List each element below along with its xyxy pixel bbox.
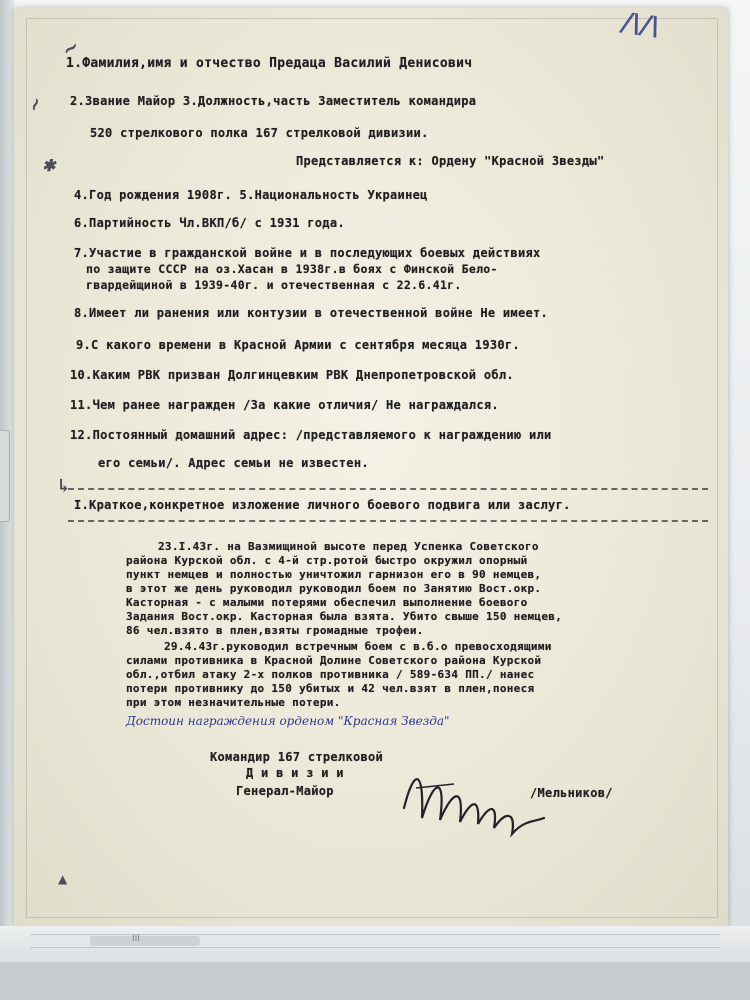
field-address-2: его семьи/. Адрес семьи не известен. bbox=[98, 456, 369, 470]
divider-bottom bbox=[68, 520, 708, 522]
body-line: потери противнику до 150 убитых и 42 чел.взят в плен,понеся bbox=[126, 682, 535, 695]
field-birth-nationality: 4.Год рождения 1908г. 5.Национальность Украинец bbox=[74, 188, 428, 202]
horizontal-scrollbar[interactable] bbox=[30, 934, 720, 948]
field-participation-3: гвардейщиной в 1939-40г. и отечественная с 22.6.41г. bbox=[86, 278, 462, 292]
pencil-mark-arrow: ↳ bbox=[56, 476, 72, 497]
signature-name: /Мельников/ bbox=[530, 786, 613, 800]
body-line: в этот же день руководил руководил боем по Занятию Вост.окр. bbox=[126, 582, 542, 595]
signature-title-1: Командир 167 стрелковой bbox=[210, 750, 384, 764]
body-line: Задания Вост.окр. Касторная была взята. Убито свыше 150 немцев, bbox=[126, 610, 563, 623]
body-line: обл.,отбил атаку 2-х полков противника / 589-634 ПП./ нанес bbox=[126, 668, 535, 681]
pencil-mark-bottom: ▲ bbox=[58, 872, 68, 886]
field-conscription: 10.Каким РВК призван Долгинцевким РВК Днепропетровской обл. bbox=[70, 368, 514, 382]
body-line: 29.4.43г.руководил встречным боем с в.б.о превосходящими bbox=[164, 640, 552, 653]
field-wounds: 8.Имеет ли ранения или контузии в отечественной войне Не имеет. bbox=[74, 306, 549, 320]
scrollbar-thumb[interactable] bbox=[90, 936, 200, 946]
body-line: силами противника в Красной Долине Советского района Курской bbox=[126, 654, 542, 667]
field-address-1: 12.Постоянный домашний адрес: /представляемого к награждению или bbox=[70, 428, 552, 442]
pencil-mark-top-left: ~ bbox=[56, 33, 85, 63]
field-previous-awards: 11.Чем ранее награжден /За какие отличия/ Не награждался. bbox=[70, 398, 499, 412]
body-line: пункт немцев и полностью уничтожил гарнизон его в 90 немцев, bbox=[126, 568, 542, 581]
signature-title-3: Генерал-Майор bbox=[236, 784, 334, 798]
divider-top bbox=[68, 488, 708, 490]
field-participation-2: по защите СССР на оз.Хасан в 1938г.в боях с Финской Бело- bbox=[86, 262, 498, 276]
scrollbar-grip-label: III bbox=[132, 934, 140, 944]
field-participation-1: 7.Участие в гражданской войне и в последующих боевых действиях bbox=[74, 246, 541, 260]
signature-title-2: Д и в и з и и bbox=[246, 766, 344, 780]
section-title: I.Краткое,конкретное изложение личного боевого подвига или заслуг. bbox=[74, 498, 571, 512]
field-rank-position: 2.Звание Майор 3.Должность,часть Заместитель командира bbox=[70, 94, 477, 108]
body-line: Касторная - с малыми потерями обеспечил выполнение боевого bbox=[126, 596, 528, 609]
handwritten-signature bbox=[394, 748, 554, 848]
body-line: при этом незначительные потери. bbox=[126, 696, 341, 709]
award-nomination: Представляется к: Ордену "Красной Звезды" bbox=[296, 154, 605, 168]
pencil-mark-top-right: /\/\ bbox=[620, 8, 662, 43]
body-line: района Курской обл. с 4-й стр.ротой быстро окружил опорный bbox=[126, 554, 528, 567]
field-name: 1.Фамилия,имя и отчество Предаца Василий Денисович bbox=[66, 56, 473, 71]
taskbar-area bbox=[0, 962, 750, 1000]
field-unit: 520 стрелкового полка 167 стрелковой дивизии. bbox=[90, 126, 429, 140]
pencil-mark-left-side: ~ bbox=[23, 93, 48, 116]
document-scan bbox=[14, 8, 728, 926]
field-party: 6.Партийность Чл.ВКП/б/ с 1931 года. bbox=[74, 216, 345, 230]
side-panel-tab[interactable] bbox=[0, 430, 10, 522]
body-line: 86 чел.взято в плен,взяты громадные трофеи. bbox=[126, 624, 424, 637]
body-line: 23.I.43г. на Вазмищиной высоте перед Успенка Советского bbox=[158, 540, 539, 553]
pencil-mark-margin: ✱ bbox=[42, 156, 56, 175]
field-service-start: 9.С какого времени в Красной Армии с сентября месяца 1930г. bbox=[76, 338, 520, 352]
handwritten-recommendation: Достоин награждения орденом "Красная Звезда" bbox=[126, 714, 450, 728]
